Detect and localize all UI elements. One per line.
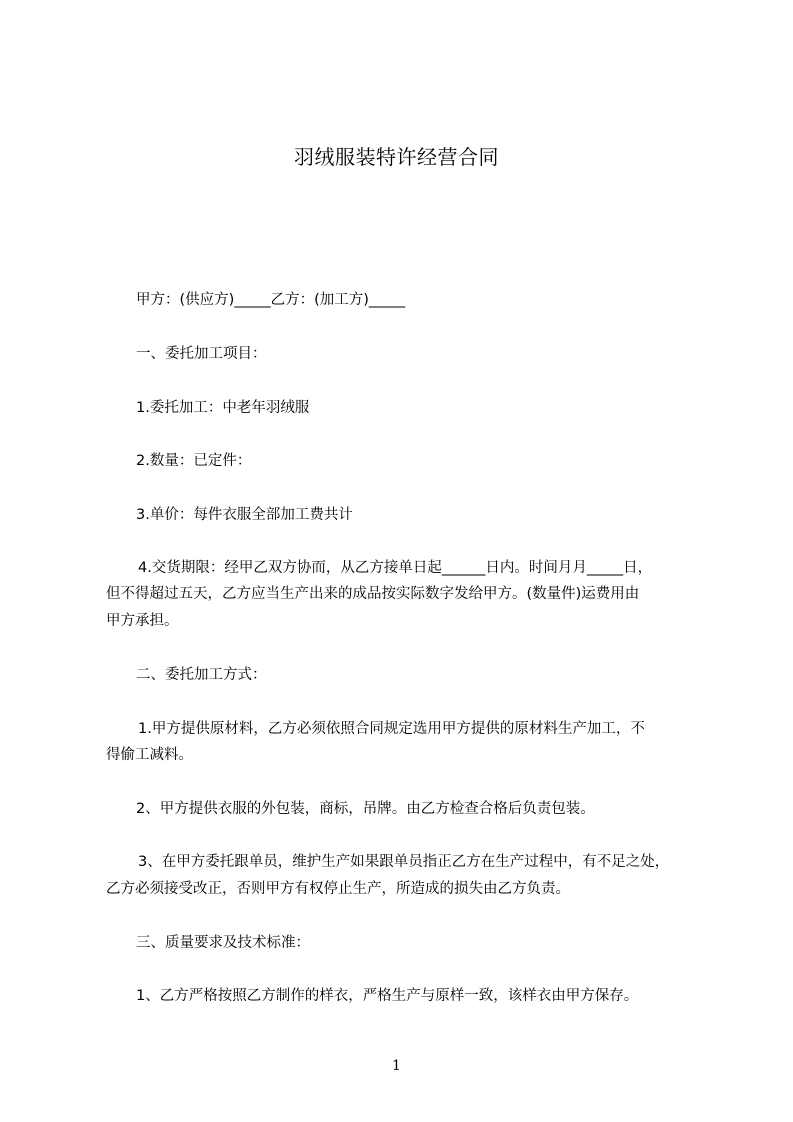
section-heading-2: 二、委托加工方式：: [136, 667, 267, 683]
page-number: 1: [392, 1058, 401, 1074]
clause-3-1: 1、乙方严格按照乙方制作的样衣，严格生产与原样一致，该样衣由甲方保存。: [136, 988, 639, 1004]
section-heading-1: 一、委托加工项目：: [136, 346, 267, 362]
clause-1-3: 3.单价：每件衣服全部加工费共计: [136, 507, 353, 523]
clause-2-1-line-2: 得偷工减料。: [106, 747, 193, 763]
document-title: 羽绒服装特许经营合同: [294, 145, 499, 169]
parties-line: 甲方：(供应方)_____乙方：(加工方)_____: [136, 292, 406, 308]
clause-2-3-line-1: 3、在甲方委托跟单员，维护生产如果跟单员指正乙方在生产过程中，有不足之处，: [138, 854, 670, 870]
section-heading-3: 三、质量要求及技术标准：: [136, 935, 310, 951]
clause-1-4-line-3: 甲方承担。: [106, 613, 179, 629]
clause-2-2: 2、甲方提供衣服的外包装，商标，吊牌。由乙方检查合格后负责包装。: [136, 801, 595, 817]
clause-1-1: 1.委托加工：中老年羽绒服: [136, 400, 310, 416]
clause-1-2: 2.数量：已定件：: [136, 453, 252, 469]
clause-1-4-line-2: 但不得超过五天，乙方应当生产出来的成品按实际数字发给甲方。(数量件)运费用由: [106, 586, 640, 602]
clause-2-3-line-2: 乙方必须接受改正，否则甲方有权停止生产，所造成的损失由乙方负责。: [106, 881, 570, 897]
clause-2-1-line-1: 1.甲方提供原材料，乙方必须依照合同规定选用甲方提供的原材料生产加工，不: [138, 721, 645, 737]
clause-1-4-line-1: 4.交货期限：经甲乙双方协而，从乙方接单日起______日内。时间月月_____日，: [138, 560, 653, 576]
